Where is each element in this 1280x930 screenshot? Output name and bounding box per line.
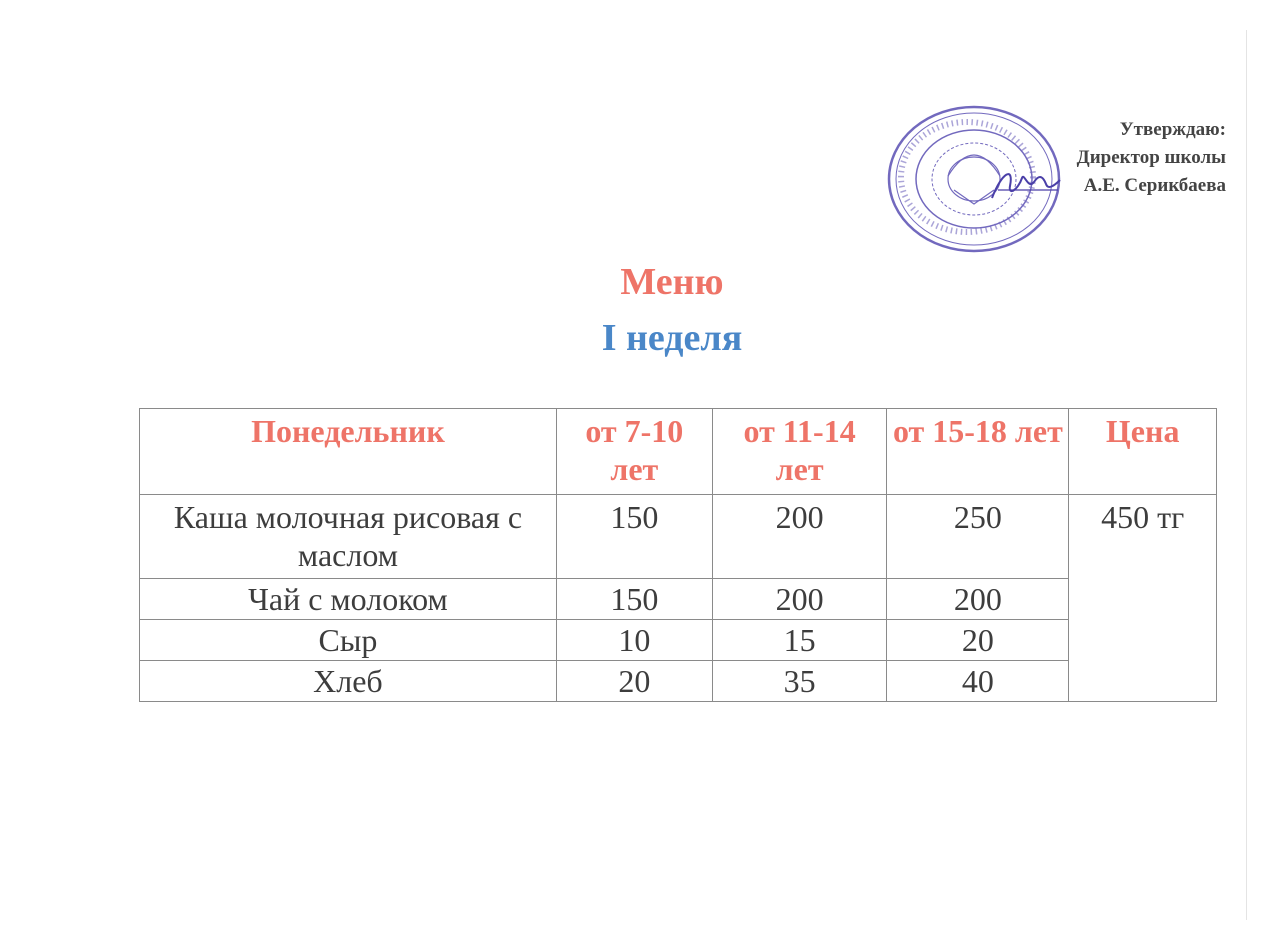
cell-age-11-14: 35 — [712, 661, 887, 702]
header-age-15-18: от 15-18 лет — [887, 409, 1069, 495]
cell-age-15-18: 200 — [887, 579, 1069, 620]
page-title: Меню — [620, 261, 724, 303]
cell-age-11-14: 200 — [712, 495, 887, 579]
cell-age-15-18: 40 — [887, 661, 1069, 702]
cell-item: Сыр — [140, 620, 557, 661]
cell-age-7-10: 20 — [556, 661, 712, 702]
cell-age-7-10: 10 — [556, 620, 712, 661]
table-row — [140, 620, 1217, 661]
cell-item: Чай с молоком — [140, 579, 557, 620]
cell-age-7-10: 150 — [556, 495, 712, 579]
header-age-11-14: от 11-14 лет — [712, 409, 887, 495]
cell-age-15-18: 20 — [887, 620, 1069, 661]
header-age-7-10: от 7-10 лет — [556, 409, 712, 495]
cell-age-11-14: 15 — [712, 620, 887, 661]
table-row — [140, 661, 1217, 702]
cell-item: Каша молочная рисовая с маслом — [140, 495, 557, 579]
approval-line-3: А.Е. Серикбаева — [1083, 175, 1226, 196]
approval-block — [1077, 116, 1226, 200]
table-row — [140, 495, 1217, 579]
menu-table — [139, 408, 1217, 702]
approval-line-1: Утверждаю: — [1119, 119, 1226, 140]
page-edge — [1246, 30, 1247, 920]
cell-age-11-14: 200 — [712, 579, 887, 620]
header-price: Цена — [1069, 409, 1217, 495]
cell-item: Хлеб — [140, 661, 557, 702]
approval-line-2: Директор школы — [1076, 147, 1226, 168]
header-day: Понедельник — [140, 409, 557, 495]
page-subtitle: I неделя — [601, 317, 743, 359]
cell-age-15-18: 250 — [887, 495, 1069, 579]
table-header-row — [140, 409, 1217, 495]
director-signature — [988, 160, 1064, 208]
table-row — [140, 579, 1217, 620]
cell-age-7-10: 150 — [556, 579, 712, 620]
cell-price: 450 тг — [1069, 495, 1217, 702]
